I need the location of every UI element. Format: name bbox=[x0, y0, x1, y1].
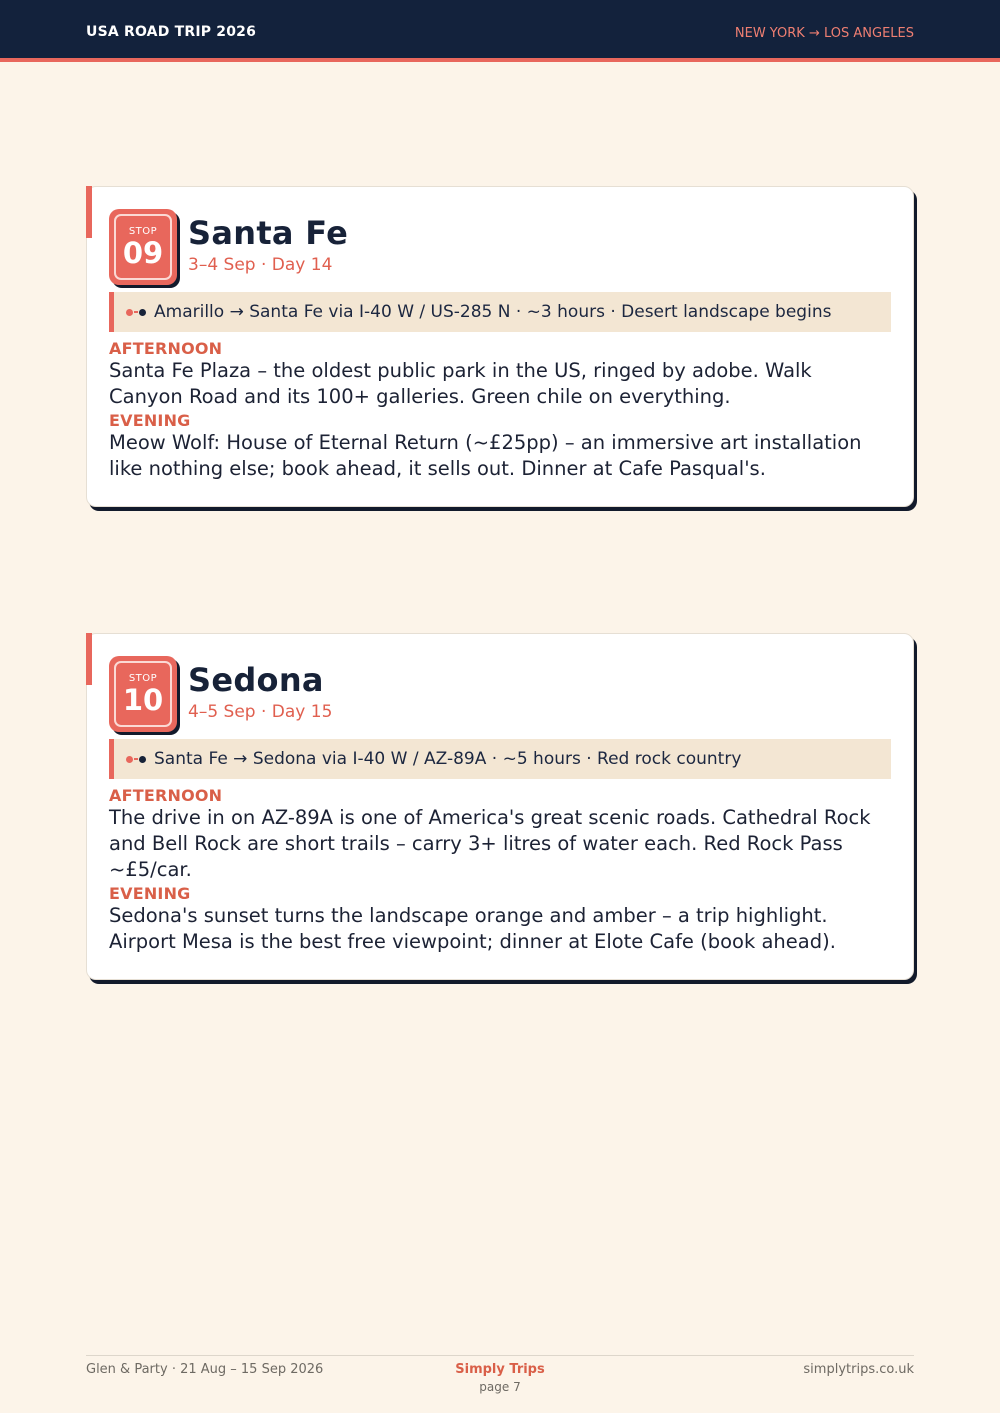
card-accent-bar bbox=[86, 186, 92, 238]
stop-dates: 4–5 Sep · Day 15 bbox=[188, 702, 333, 722]
stop-dates: 3–4 Sep · Day 14 bbox=[188, 255, 333, 275]
stop-city: Santa Fe bbox=[188, 214, 349, 252]
stop-number-badge bbox=[109, 656, 177, 732]
stop-header bbox=[109, 209, 891, 287]
trip-title: USA ROAD TRIP 2026 bbox=[86, 24, 257, 40]
stop-badge-label: STOP bbox=[128, 673, 158, 684]
section-label-afternoon: AFTERNOON bbox=[109, 786, 223, 805]
route-dots-icon bbox=[126, 309, 146, 316]
section-text-evening: Meow Wolf: House of Eternal Return (~£25pp) – an immersive art installation like nothing else; book ahead, it sells out. Dinner at Cafe Pasqual's. bbox=[109, 431, 862, 480]
stop-number: 09 bbox=[122, 236, 164, 270]
route-dots-icon bbox=[126, 756, 146, 763]
stop-number: 10 bbox=[122, 683, 164, 717]
page-header bbox=[0, 0, 1000, 62]
section-text-evening: Sedona's sunset turns the landscape orange and amber – a trip highlight. Airport Mesa is the best free viewpoint; dinner at Elote Cafe (book ahead). bbox=[109, 904, 836, 953]
drive-route-bar bbox=[109, 739, 891, 779]
trip-route: NEW YORK → LOS ANGELES bbox=[734, 26, 914, 41]
drive-route-text: Santa Fe → Sedona via I-40 W / AZ-89A · ~5 hours · Red rock country bbox=[154, 749, 742, 769]
stop-badge-label: STOP bbox=[128, 226, 158, 237]
card-accent-bar bbox=[86, 633, 92, 685]
section-label-afternoon: AFTERNOON bbox=[109, 339, 223, 358]
stop-card bbox=[86, 186, 914, 507]
drive-route-text: Amarillo → Santa Fe via I-40 W / US-285 N · ~3 hours · Desert landscape begins bbox=[154, 302, 832, 322]
section-label-evening: EVENING bbox=[109, 411, 191, 430]
drive-route-bar bbox=[109, 292, 891, 332]
stop-card bbox=[86, 633, 914, 980]
stop-city: Sedona bbox=[188, 661, 324, 699]
footer-website: simplytrips.co.uk bbox=[803, 1362, 914, 1377]
section-text-afternoon: Santa Fe Plaza – the oldest public park in the US, ringed by adobe. Walk Canyon Road and its 100+ galleries. Green chile on everything. bbox=[109, 359, 812, 408]
section-label-evening: EVENING bbox=[109, 884, 191, 903]
section-text-afternoon: The drive in on AZ-89A is one of America's great scenic roads. Cathedral Rock and Bell Rock are short trails – carry 3+ litres of water each. Red Rock Pass ~£5/car. bbox=[109, 806, 871, 881]
stop-header bbox=[109, 656, 891, 734]
page-footer bbox=[86, 1355, 914, 1405]
stop-number-badge bbox=[109, 209, 177, 285]
footer-traveller-dates: Glen & Party · 21 Aug – 15 Sep 2026 bbox=[86, 1362, 324, 1377]
footer-brand: Simply Trips bbox=[455, 1362, 545, 1377]
page-number: page 7 bbox=[479, 1380, 521, 1394]
